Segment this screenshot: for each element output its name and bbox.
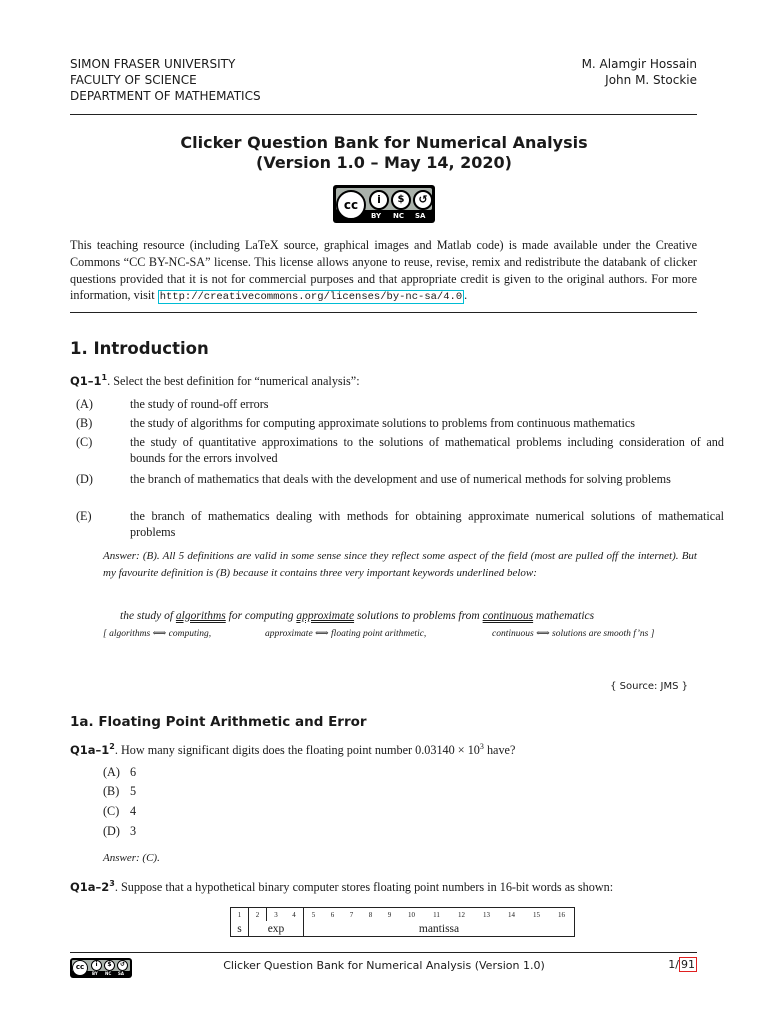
bit-number: 13: [474, 908, 499, 922]
bit-field-row: [231, 921, 575, 937]
question-q1a-2: [70, 876, 613, 895]
title-line-2: (Version 1.0 – May 14, 2020): [256, 153, 512, 172]
exponent: 3: [479, 742, 484, 751]
bit-number: 8: [361, 908, 380, 922]
question-q1a-1: $Q1a-1^2$. How many significant digits does the floating point number $0.03140 \times 10^3$ have?: [70, 742, 516, 758]
header-rule: [70, 114, 697, 115]
bit-number: 5: [304, 908, 324, 922]
document-title: [0, 133, 768, 173]
bit-number: 4: [285, 908, 304, 922]
nc-dollar-icon: $: [391, 190, 411, 210]
bit-number: 9: [380, 908, 399, 922]
bit-number: 16: [549, 908, 575, 922]
badge-label-by: BY: [371, 212, 382, 220]
sa-share-icon: ↺: [117, 960, 128, 971]
section-heading-floating-point: 1a. Floating Point Arithmetic and Error: [70, 714, 367, 730]
keywords-line: the study of algorithms for computing approximate solutions to problems from continuous mathematics: [120, 610, 595, 622]
faculty-name: FACULTY OF SCIENCE: [70, 73, 197, 87]
option-c: (C) 4: [103, 804, 137, 818]
mapping-1: [ algorithms ⟺ computing,: [103, 629, 212, 639]
option-d: (D) the branch of mathematics that deals with the development and use of numerical methods for solving problems: [76, 472, 671, 486]
university-name: SIMON FRASER UNIVERSITY: [70, 57, 236, 71]
bit-number: 14: [499, 908, 524, 922]
source-note: { Source: JMS }: [610, 681, 688, 692]
by-person-icon: i: [369, 190, 389, 210]
bit-number: 6: [323, 908, 342, 922]
institution-block: [70, 56, 261, 104]
authors-block: [582, 56, 697, 88]
total-pages-link[interactable]: 91: [681, 958, 695, 971]
keyword-algorithms: algorithms: [175, 610, 226, 622]
footnote-marker: 1: [101, 373, 108, 382]
cc-icon: cc: [336, 190, 366, 220]
cc-by-nc-sa-badge-icon: [333, 185, 435, 223]
by-person-icon: i: [91, 960, 102, 971]
nc-dollar-icon: $: [104, 960, 115, 971]
option-a: (A) 6: [103, 765, 137, 779]
license-paragraph: This teaching resource (including LaTeX source, graphical images and Matlab code) is made available under the Creative Commons “CC BY-NC-SA” license. This license allows anyone to reuse, revise, remix and redistribute the databank of clicker questions provided that it is not for commercial purposes and that appropriate credit is given to the original authors. For more information, visit http://creativecommons.org/licenses/by-nc-sa/4.0 .: [70, 238, 697, 304]
footer-cc-badge-icon: cc i $ ↺ BY NC SA: [70, 958, 132, 978]
license-rule: [70, 312, 697, 313]
author-2: John M. Stockie: [605, 73, 697, 87]
option-d: (D) 3: [103, 824, 137, 838]
cc-icon: cc: [72, 960, 88, 976]
bit-number: 7: [342, 908, 361, 922]
bit-number: 10: [399, 908, 424, 922]
option-a: (A) the study of round-off errors: [76, 397, 269, 411]
sa-share-icon: ↺: [413, 190, 433, 210]
badge-label-nc: NC: [393, 212, 404, 220]
answer-q1-1: Answer: (B). All 5 definitions are valid in some sense since they reflect some aspect of the field (most are pulled off the internet). But my favourite definition is (B) because it contains three very important keywords underlined below:: [103, 550, 697, 579]
footnote-marker: 2: [109, 742, 115, 751]
bit-number-row: [231, 908, 575, 922]
department-name: DEPARTMENT OF MATHEMATICS: [70, 89, 261, 103]
bit-layout-table: [230, 907, 575, 937]
question-text: . Suppose that a hypothetical binary computer stores floating point numbers in 16-bit words as shown:: [114, 880, 614, 895]
bit-number: 12: [449, 908, 474, 922]
bit-number: 1: [231, 908, 249, 922]
question-label: Q1a–2: [70, 880, 110, 895]
answer-q1a-1: Answer: (C).: [103, 852, 160, 864]
footer-title: Clicker Question Bank for Numerical Analysis (Version 1.0): [223, 959, 545, 972]
option-b: (B) 5: [103, 784, 137, 798]
question-q1-1: [70, 370, 360, 389]
question-text: . Select the best definition for “numerical analysis”:: [107, 374, 360, 389]
mantissa-field: mantissa: [304, 921, 575, 937]
question-label: Q1a–1: [70, 743, 110, 758]
author-1: M. Alamgir Hossain: [581, 57, 697, 71]
option-b: (B) the study of algorithms for computing approximate solutions to problems from continuous mathematics: [76, 416, 636, 430]
sign-field: s: [231, 921, 249, 937]
keyword-continuous: continuous: [482, 610, 534, 622]
mapping-3: continuous ⟺ solutions are smooth f’ns ]: [492, 629, 655, 639]
bit-number: 3: [267, 908, 286, 922]
footnote-marker: 3: [109, 879, 115, 888]
page-indicator: 1/ 91: [668, 958, 695, 971]
mapping-2: approximate ⟺ floating point arithmetic,: [265, 629, 427, 639]
footer-rule: [70, 952, 697, 953]
title-line-1: Clicker Question Bank for Numerical Analysis: [180, 133, 588, 152]
license-link[interactable]: http://creativecommons.org/licenses/by-nc-sa/4.0: [159, 291, 463, 304]
bit-number: 2: [249, 908, 267, 922]
keyword-approximate: approximate: [296, 610, 355, 622]
bit-number: 11: [424, 908, 449, 922]
exponent-field: exp: [249, 921, 304, 937]
badge-label-sa: SA: [415, 212, 426, 220]
section-heading-introduction: 1. Introduction: [70, 339, 209, 358]
question-label: Q1–1: [70, 374, 102, 389]
bit-number: 15: [524, 908, 549, 922]
option-c: (C) the study of quantitative approximations to the solutions of mathematical problems including consideration of and bounds for the errors involved: [76, 435, 724, 465]
current-page: 1: [668, 958, 676, 971]
option-e: (E) the branch of mathematics dealing with methods for obtaining approximate numerical solutions of mathematical problems: [76, 509, 724, 539]
